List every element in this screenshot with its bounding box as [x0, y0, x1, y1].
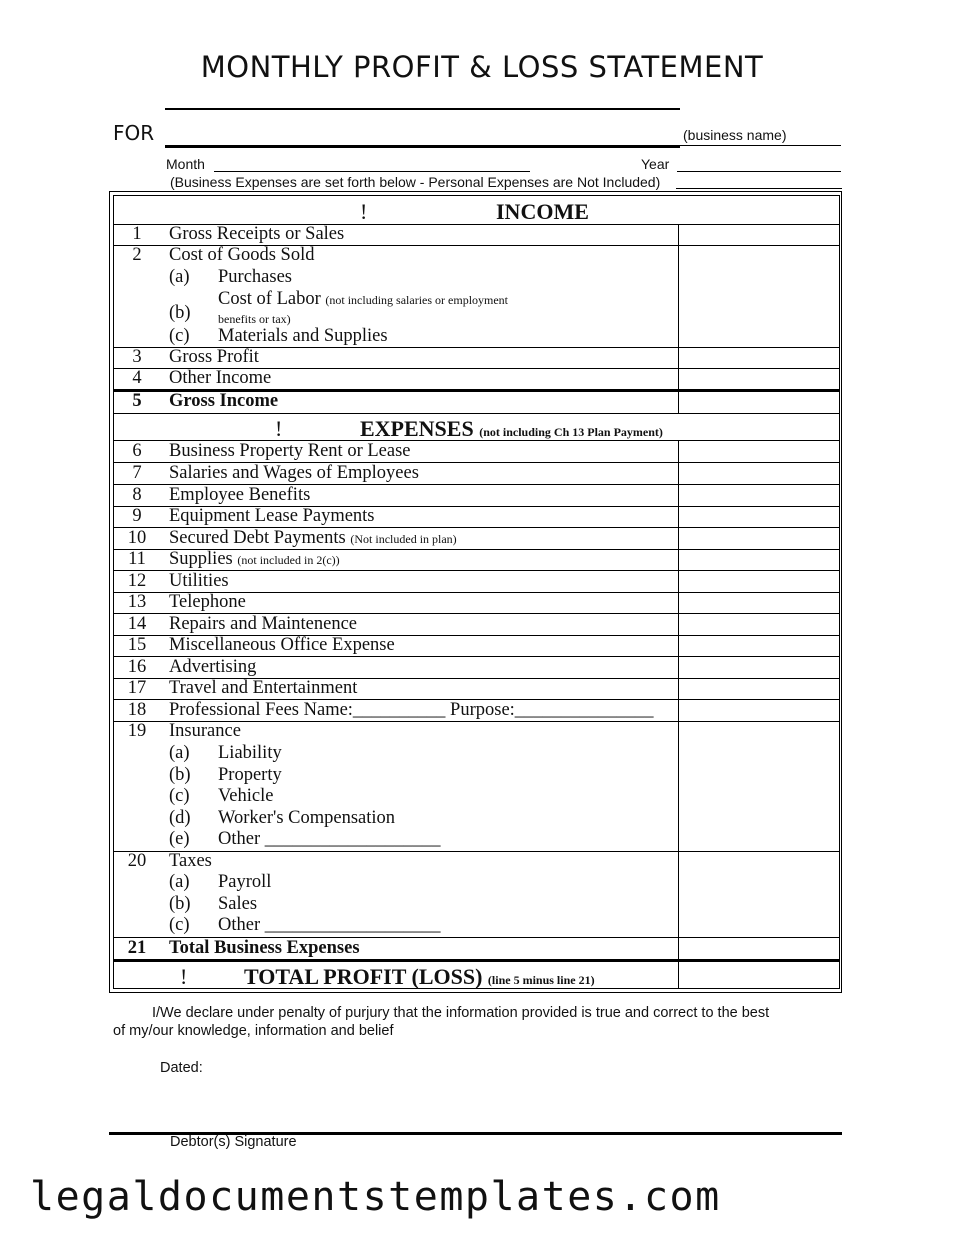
row-num: 18	[127, 700, 147, 720]
row-label: Salaries and Wages of Employees	[169, 463, 419, 483]
business-name-hint: (business name)	[683, 127, 787, 143]
row-num: 11	[128, 549, 146, 569]
row-num: 21	[127, 938, 147, 958]
row-label: Advertising	[169, 657, 257, 677]
row-num: 14	[127, 614, 147, 634]
sub-label: Other ___________________	[218, 915, 441, 935]
expenses-heading: EXPENSES	[360, 416, 474, 441]
row-label: Supplies	[169, 549, 233, 569]
sub-letter: (e)	[169, 829, 190, 849]
signature-label: Debtor(s) Signature	[170, 1134, 297, 1150]
sub-letter: (b)	[169, 765, 191, 785]
total-heading-wrap	[244, 964, 595, 990]
title-underline	[165, 108, 680, 110]
value-column-divider-income	[678, 224, 679, 414]
year-label: Year	[641, 156, 670, 172]
total-heading: TOTAL PROFIT (LOSS)	[244, 964, 483, 989]
row-label-wrap	[169, 549, 340, 570]
row-label: Utilities	[169, 571, 229, 591]
row-label: Telephone	[169, 592, 246, 612]
sub-letter: (c)	[169, 326, 190, 346]
page-title: MONTHLY PROFIT & LOSS STATEMENT	[200, 50, 764, 84]
row-label: Cost of Goods Sold	[169, 245, 315, 265]
sub-note: (not including salaries or employment	[325, 293, 509, 307]
row-num: 6	[132, 441, 142, 461]
row-label: Insurance	[169, 721, 241, 741]
sub-letter: (a)	[169, 872, 190, 892]
row-label: Other Income	[169, 368, 272, 388]
rule-thick	[113, 959, 840, 962]
row-num: 5	[132, 391, 142, 411]
row-note: (not included in 2(c))	[237, 553, 340, 567]
row-note: (Not included in plan)	[350, 532, 457, 546]
sub-label: Vehicle	[218, 786, 274, 806]
row-num: 17	[127, 678, 147, 698]
row-label: Total Business Expenses	[169, 938, 360, 958]
row-num: 15	[127, 635, 147, 655]
row-label: Secured Debt Payments	[169, 528, 346, 548]
sub-label: Liability	[218, 743, 282, 763]
row-num: 9	[132, 506, 142, 526]
sub-letter: (d)	[169, 808, 191, 828]
business-name-field-ext	[680, 145, 841, 146]
total-marker: !	[180, 964, 188, 989]
row-label: Taxes	[169, 851, 212, 871]
sub-label: Purchases	[218, 267, 292, 287]
sub-label: Materials and Supplies	[218, 326, 388, 346]
value-column-divider-expenses	[678, 440, 679, 960]
business-name-field[interactable]	[165, 145, 680, 148]
row-label-wrap	[169, 528, 457, 549]
sub-label	[218, 289, 508, 310]
row-label: Repairs and Maintenence	[169, 614, 358, 634]
row-num: 13	[127, 592, 147, 612]
row-label: Gross Profit	[169, 347, 259, 367]
sub-letter: (b)	[169, 303, 191, 323]
for-label: FOR	[113, 121, 155, 145]
row-num: 12	[127, 571, 147, 591]
row-num: 8	[132, 485, 142, 505]
sub-note-2: benefits or tax)	[218, 312, 291, 326]
sub-letter: (a)	[169, 267, 190, 287]
sub-label: Property	[218, 765, 282, 785]
total-note: (line 5 minus line 21)	[487, 973, 595, 987]
row-num: 19	[127, 721, 147, 741]
declaration-line-2: of my/our knowledge, information and belief	[113, 1023, 394, 1039]
sub-label: Worker's Compensation	[218, 808, 396, 828]
sub-label: Other ___________________	[218, 829, 441, 849]
rule	[113, 413, 840, 414]
row-num: 7	[132, 463, 142, 483]
row-num: 1	[132, 224, 142, 244]
sub-letter: (c)	[169, 786, 190, 806]
row-num: 10	[127, 528, 147, 548]
expenses-marker: !	[275, 416, 283, 441]
dated-label: Dated:	[160, 1060, 203, 1076]
income-heading: INCOME	[496, 199, 589, 224]
expenses-heading-wrap	[360, 416, 663, 442]
sub-label: Sales	[218, 894, 258, 914]
sub-label-text: Cost of Labor	[218, 289, 321, 309]
sub-letter: (c)	[169, 915, 190, 935]
sub-letter: (a)	[169, 743, 190, 763]
row-label: Travel and Entertainment	[169, 678, 358, 698]
row-num: 20	[127, 851, 147, 871]
row-label: Gross Income	[169, 391, 279, 411]
row-label: Miscellaneous Office Expense	[169, 635, 395, 655]
year-field[interactable]	[677, 171, 841, 172]
rule	[113, 851, 840, 852]
row-label: Professional Fees Name:__________ Purpose:_______________	[169, 700, 654, 720]
note-underline	[676, 188, 842, 189]
sub-label: Payroll	[218, 872, 272, 892]
row-num: 3	[132, 347, 142, 367]
row-label: Gross Receipts or Sales	[169, 224, 345, 244]
row-num: 2	[132, 245, 142, 265]
month-field[interactable]	[214, 171, 530, 172]
row-label: Equipment Lease Payments	[169, 506, 375, 526]
row-label: Business Property Rent or Lease	[169, 441, 411, 461]
month-label: Month	[166, 156, 205, 172]
expenses-note: (Business Expenses are set forth below - Personal Expenses are Not Included)	[170, 174, 661, 190]
sub-letter: (b)	[169, 894, 191, 914]
income-marker: !	[360, 199, 368, 224]
site-watermark: legaldocumentstemplates.com	[30, 1174, 721, 1220]
row-num: 4	[132, 368, 142, 388]
expenses-heading-note: (not including Ch 13 Plan Payment)	[479, 425, 663, 439]
declaration-line-1: I/We declare under penalty of purjury that the information provided is true and correct to the best	[152, 1005, 770, 1021]
value-column-divider-total	[678, 962, 679, 989]
row-label: Employee Benefits	[169, 485, 311, 505]
row-num: 16	[127, 657, 147, 677]
